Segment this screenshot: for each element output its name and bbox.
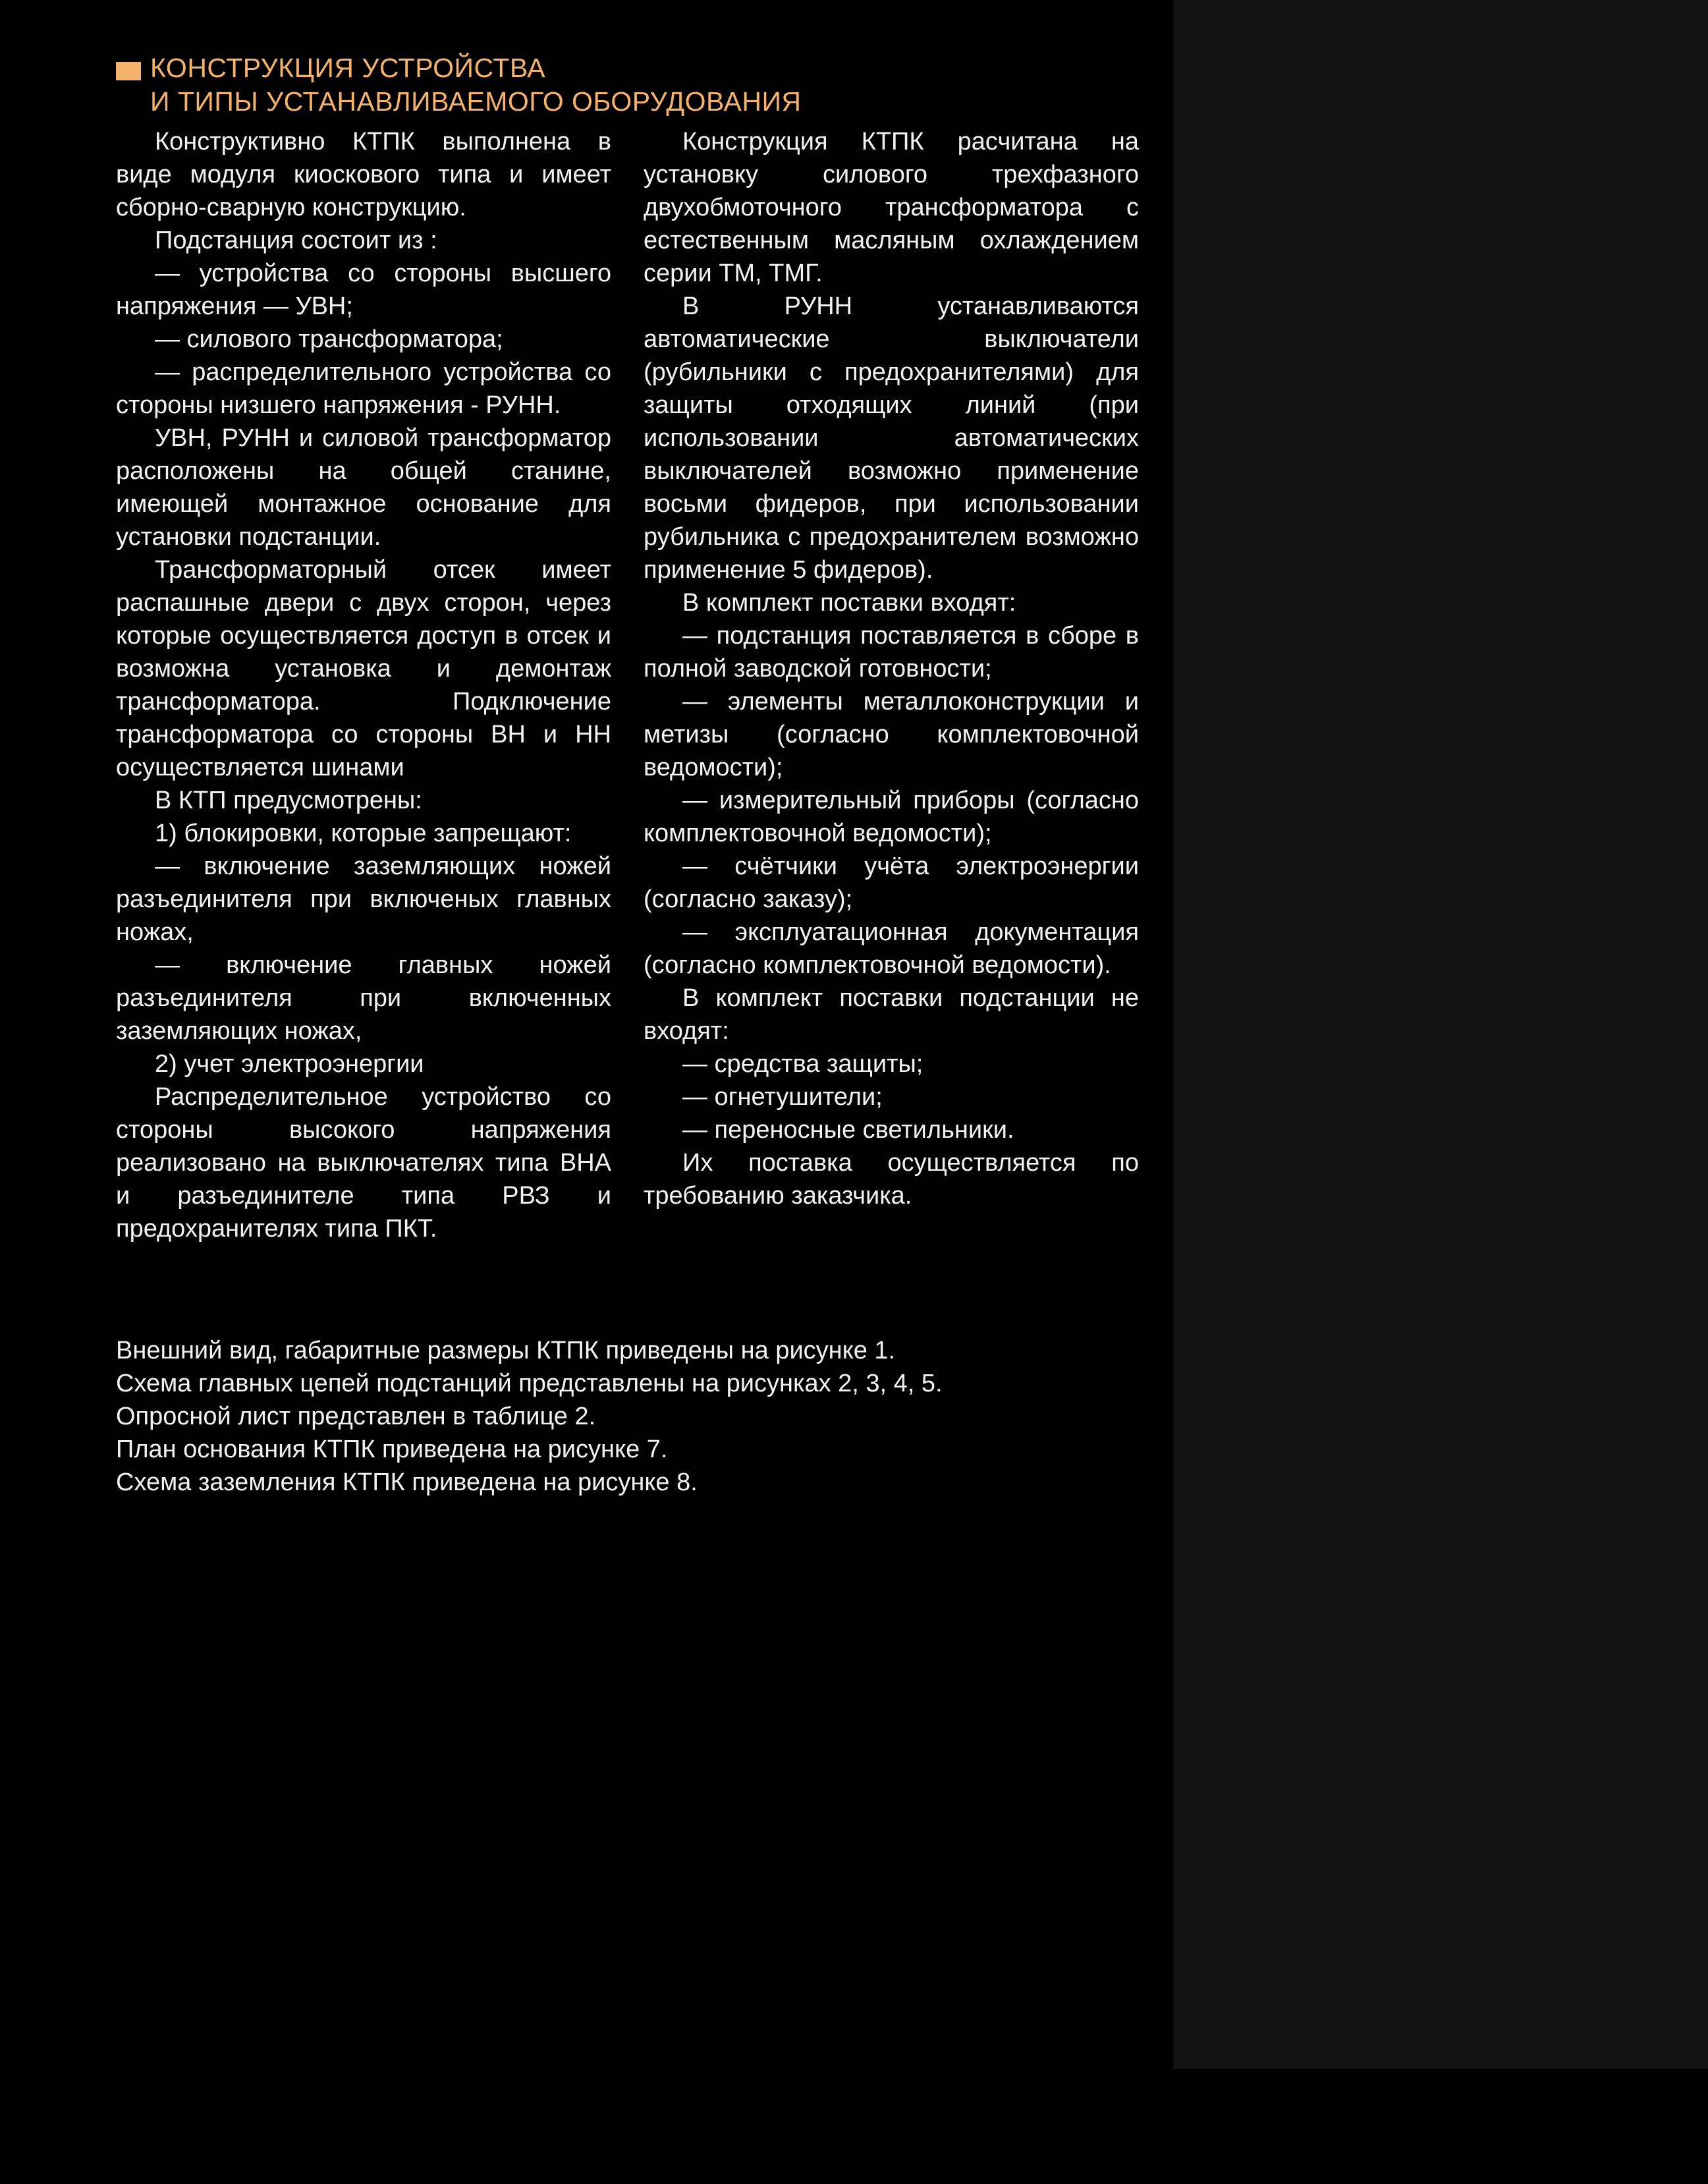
- list-item: — эксплуатационная документация (согласно комплектовочной ведомости).: [644, 918, 1139, 979]
- paragraph: Их поставка осуществляется по требованию заказчика.: [644, 1149, 1139, 1210]
- figure-references: [116, 1334, 1143, 1499]
- list-item: — переносные светильники.: [682, 1116, 1014, 1144]
- heading-line-1: КОНСТРУКЦИЯ УСТРОЙСТВА: [150, 53, 546, 83]
- list-item: — включение главных ножей разъединителя при включенных заземляющих ножах,: [116, 951, 611, 1045]
- list-item: — подстанция поставляется в сборе в полной заводской готовности;: [644, 622, 1139, 683]
- paragraph: УВН, РУНН и силовой трансформатор расположены на общей станине, имеющей монтажное основание для установки подстанции.: [116, 424, 611, 551]
- section-heading: [116, 51, 1143, 119]
- paragraph: В РУНН устанавливаются автоматические выключатели (рубильники с предохранителями) для защиты отходящих линий (при использовании автоматических выключателей возможно применение восьми фидеров, при использовании рубильника с предохранителем возможно применение 5 фидеров).: [644, 293, 1139, 584]
- list-item: — огнетушители;: [682, 1083, 883, 1111]
- reference-line: Схема главных цепей подстанций представлены на рисунках 2, 3, 4, 5.: [116, 1370, 943, 1397]
- list-item: — устройства со стороны высшего напряжения — УВН;: [116, 260, 611, 320]
- list-item: 1) блокировки, которые запрещают:: [155, 820, 572, 847]
- list-item: — элементы металлоконструкции и метизы (согласно комплектовочной ведомости);: [644, 688, 1139, 781]
- list-item: — счётчики учёта электроэнергии (согласно заказу);: [644, 853, 1139, 913]
- paragraph: В комплект поставки подстанции не входят:: [644, 984, 1139, 1045]
- list-item: — измерительный приборы (согласно комплектовочной ведомости);: [644, 787, 1139, 847]
- paragraph: В КТП предусмотрены:: [155, 787, 422, 814]
- list-item: 2) учет электроэнергии: [155, 1050, 424, 1078]
- list-item: — средства защиты;: [682, 1050, 923, 1078]
- paragraph: В комплект поставки входят:: [682, 589, 1016, 617]
- left-text-column: [116, 125, 611, 1245]
- list-item: — силового трансформатора;: [155, 325, 503, 353]
- paragraph: Трансформаторный отсек имеет распашные двери с двух сторон, через которые осуществляется доступ в отсек и возможна установка и демонтаж трансформатора. Подключение трансформатора со стороны ВН и НН осуществляется шинами: [116, 556, 611, 781]
- paragraph: Конструктивно КТПК выполнена в виде модуля киоскового типа и имеет сборно-сварную конструкцию.: [116, 128, 611, 221]
- reference-line: Схема заземления КТПК приведена на рисунке 8.: [116, 1469, 698, 1496]
- list-item: — включение заземляющих ножей разъединителя при включеных главных ножах,: [116, 853, 611, 946]
- list-item: — распределительного устройства со стороны низшего напряжения - РУНН.: [116, 358, 611, 419]
- reference-line: Внешний вид, габаритные размеры КТПК приведены на рисунке 1.: [116, 1337, 896, 1364]
- side-panel: [1173, 0, 1708, 2069]
- paragraph: Конструкция КТПК расчитана на установку силового трехфазного двухобмоточного трансформатора с естественным масляным охлаждением серии ТМ, ТМГ.: [644, 128, 1139, 287]
- paragraph: Подстанция состоит из :: [155, 227, 437, 254]
- reference-line: Опросной лист представлен в таблице 2.: [116, 1403, 596, 1430]
- heading-line-2: И ТИПЫ УСТАНАВЛИВАЕМОГО ОБОРУДОВАНИЯ: [150, 86, 802, 117]
- heading-square-marker: [116, 62, 141, 80]
- right-text-column: [644, 125, 1139, 1212]
- reference-line: План основания КТПК приведена на рисунке 7.: [116, 1436, 668, 1463]
- paragraph: Распределительное устройство со стороны высокого напряжения реализовано на выключателях типа ВНА и разъединителе типа РВЗ и предохранителях типа ПКТ.: [116, 1083, 611, 1243]
